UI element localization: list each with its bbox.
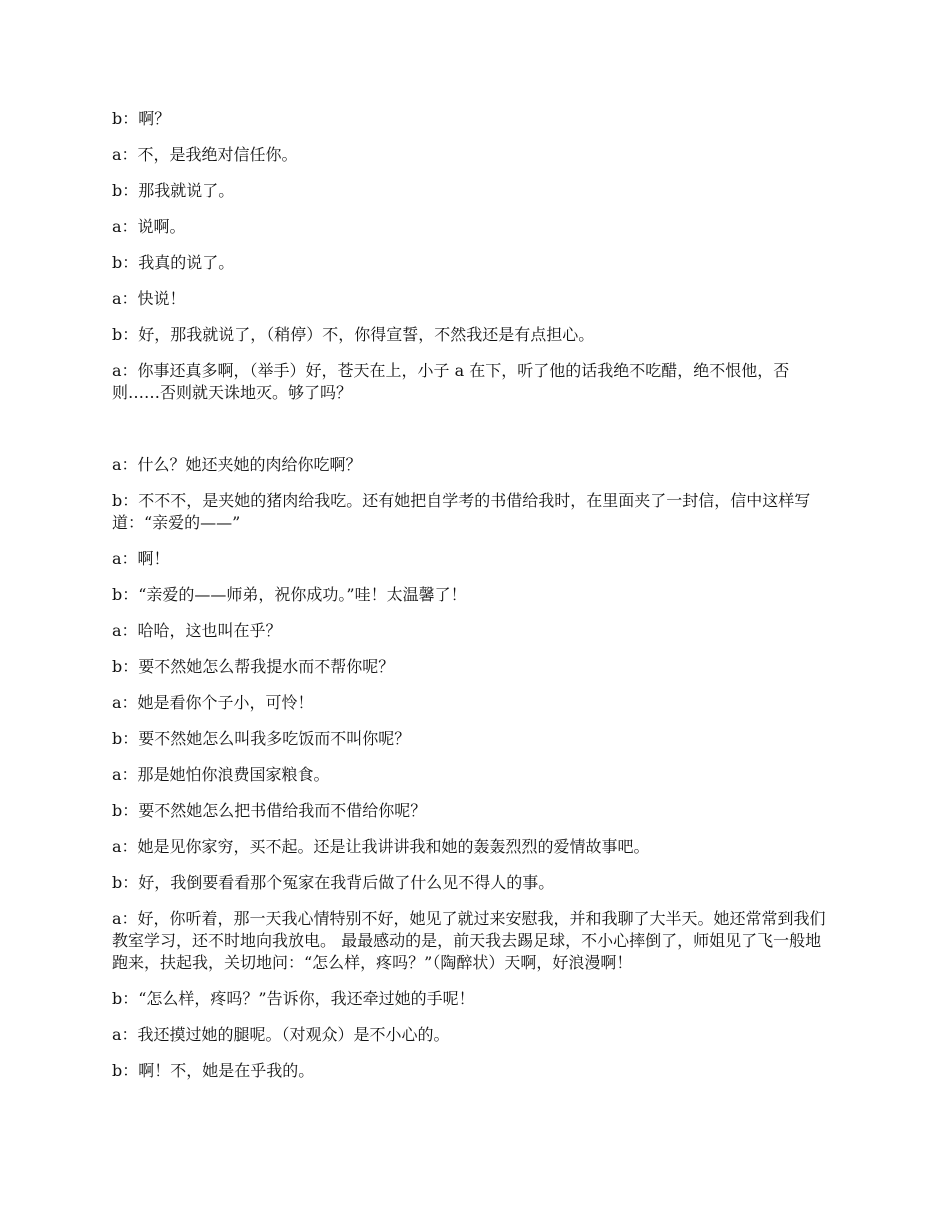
dialogue-line: a：你事还真多啊，（举手）好，苍天在上，小子 a 在下，听了他的话我绝不吃醋，绝不恨他，否则……否则就天诛地灭。够了吗？ (112, 361, 790, 402)
dialogue-line: b：“亲爱的——师弟，祝你成功。”哇！太温馨了！ (112, 585, 467, 604)
dialogue-line: a：啊！ (112, 549, 170, 568)
dialogue-line: a：好，你听着，那一天我心情特别不好，她见了就过来安慰我，并和我聊了大半天。她还常常到我们教室学习，还不时地向我放电。 最最感动的是，前天我去踢足球，不小心摔倒了，师姐见了飞一般地跑来，扶起我，关切地问：“怎么样，疼吗？”（陶醉状）天啊，好浪漫啊！ (112, 909, 826, 972)
dialogue-line: a：她是看你个子小，可怜！ (112, 693, 314, 712)
dialogue-line: b：要不然她怎么把书借给我而不借给你呢？ (112, 801, 427, 820)
dialogue-line: a：什么？她还夹她的肉给你吃啊？ (112, 455, 362, 474)
dialogue-line: a：快说！ (112, 289, 186, 308)
dialogue-line: a：说啊。 (112, 217, 186, 236)
dialogue-line: b：啊！不，她是在乎我的。 (112, 1061, 315, 1080)
dialogue-line: a：那是她怕你浪费国家粮食。 (112, 765, 330, 784)
section-gap (112, 418, 832, 454)
dialogue-line: b：那我就说了。 (112, 181, 235, 200)
dialogue-line: b：好，我倒要看看那个冤家在我背后做了什么见不得人的事。 (112, 873, 555, 892)
dialogue-line: a：她是见你家穷，买不起。还是让我讲讲我和她的轰轰烈烈的爱情故事吧。 (112, 837, 650, 856)
dialogue-line: b：要不然她怎么帮我提水而不帮你呢？ (112, 657, 395, 676)
dialogue-line: b：“怎么样，疼吗？”告诉你，我还牵过她的手呢！ (112, 989, 475, 1008)
dialogue-line: b：我真的说了。 (112, 253, 235, 272)
dialogue-line: b：不不不，是夹她的猪肉给我吃。还有她把自学考的书借给我时，在里面夹了一封信，信中这样写道：“亲爱的——” (112, 491, 811, 532)
dialogue-line: a：不，是我绝对信任你。 (112, 145, 298, 164)
dialogue-line: a：哈哈，这也叫在乎？ (112, 621, 282, 640)
document-page (112, 108, 832, 1096)
dialogue-line: b：啊？ (112, 109, 171, 128)
dialogue-section-2 (112, 454, 832, 1082)
dialogue-line: a：我还摸过她的腿呢。（对观众）是不小心的。 (112, 1025, 450, 1044)
dialogue-section-1 (112, 108, 832, 404)
dialogue-line: b：好，那我就说了，（稍停）不，你得宣誓，不然我还是有点担心。 (112, 325, 595, 344)
dialogue-line: b：要不然她怎么叫我多吃饭而不叫你呢？ (112, 729, 411, 748)
